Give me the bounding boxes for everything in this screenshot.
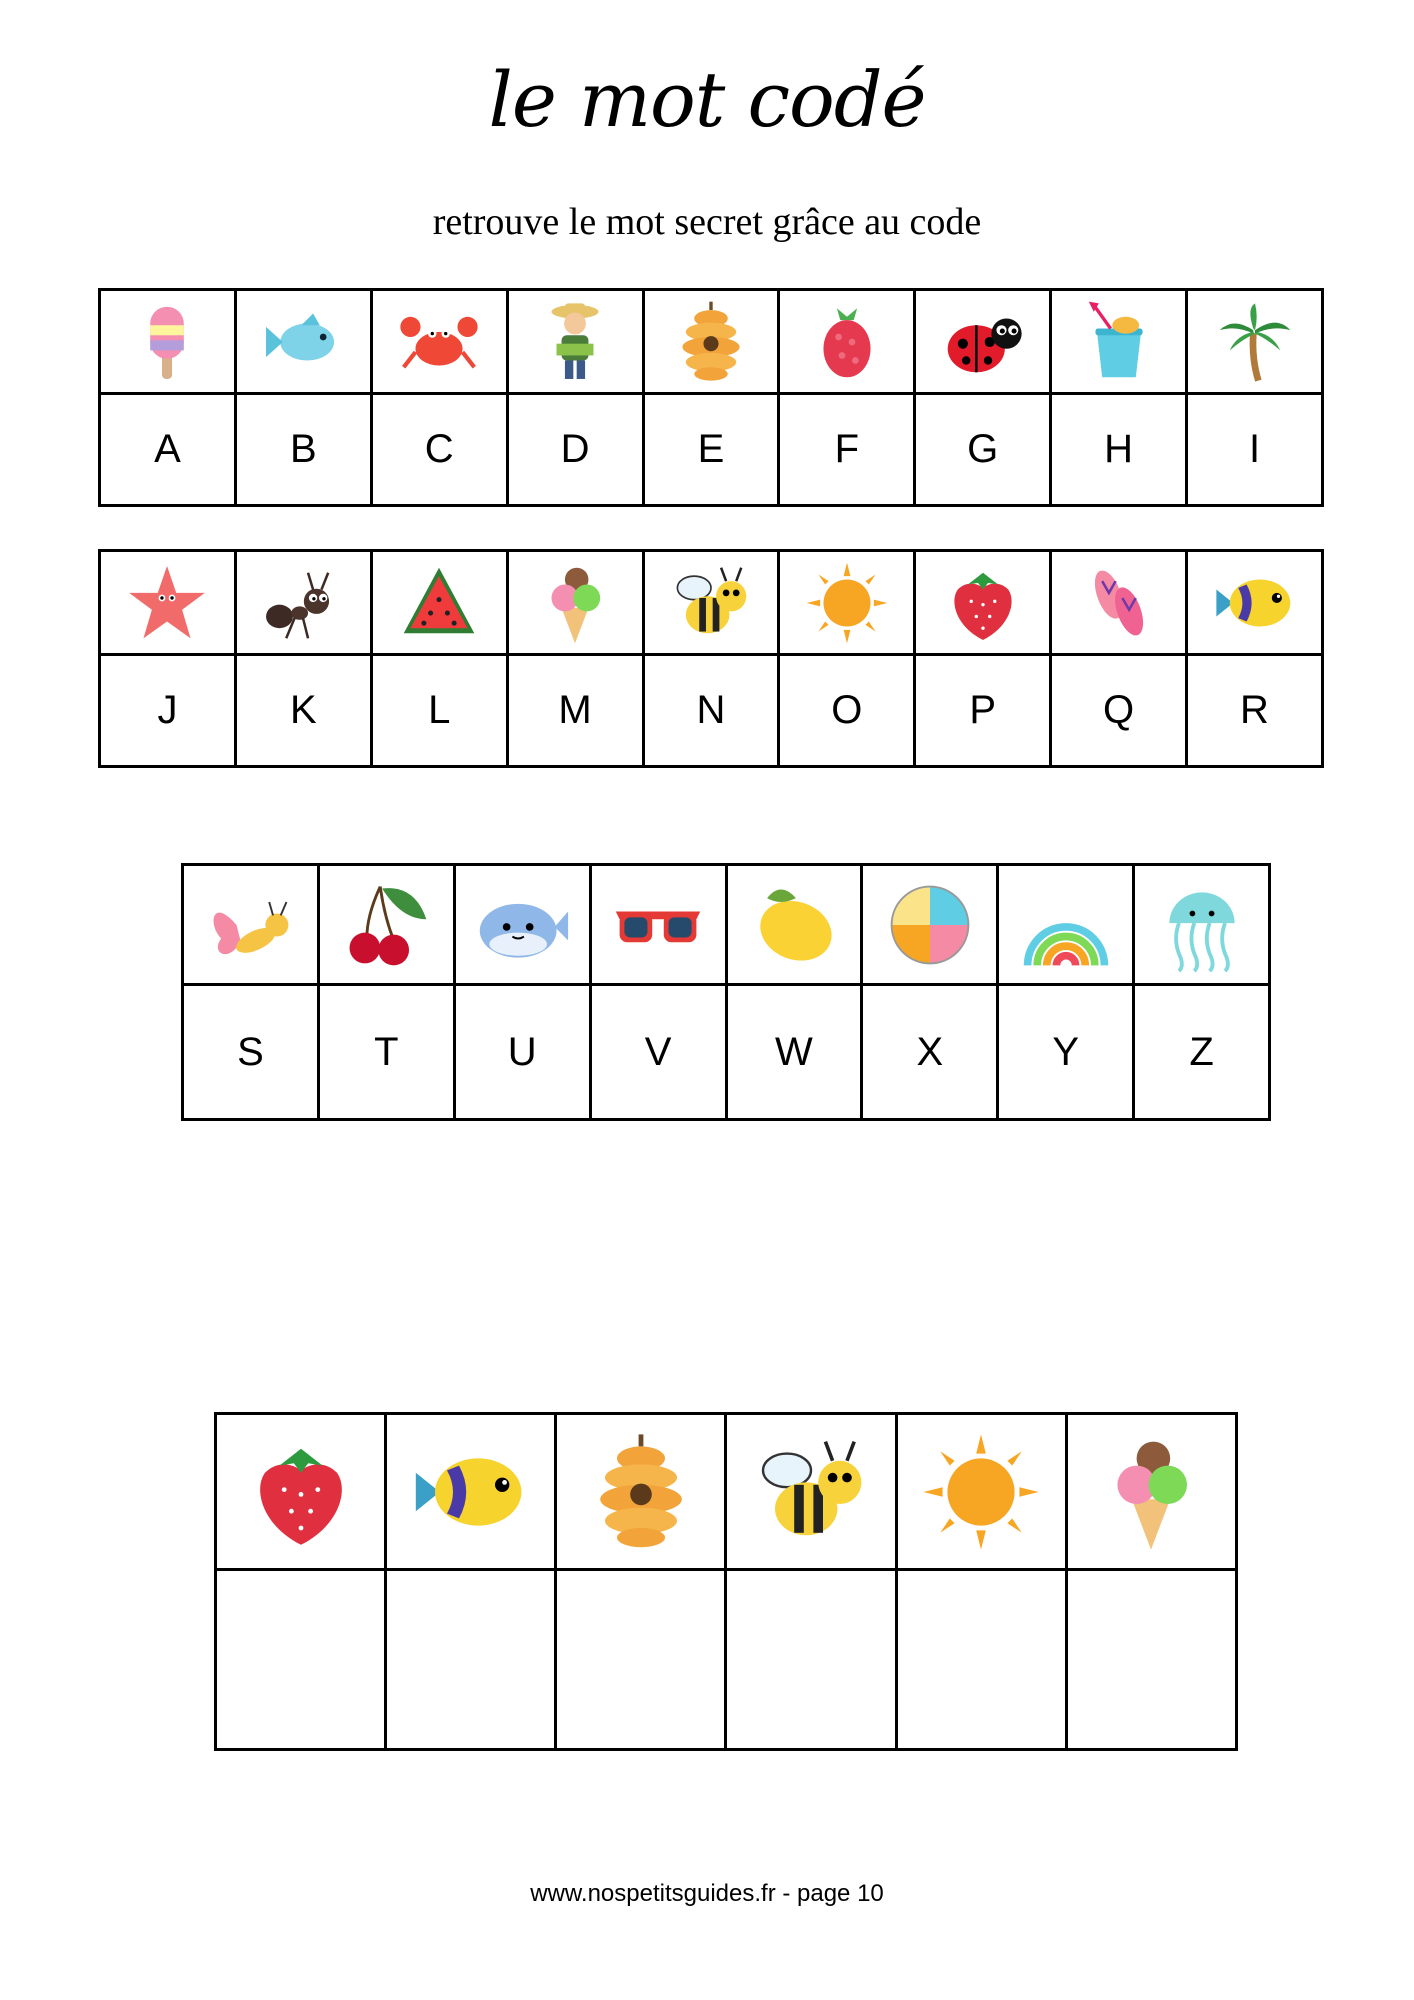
code-letter-cell: H [1051,394,1187,506]
code-icon-cell [1187,551,1323,655]
secret-answer-cell[interactable] [896,1570,1066,1750]
code-letter-cell: V [590,985,726,1120]
beehive-icon [581,1432,701,1552]
page-title: le mot codé [488,55,926,144]
code-icon-cell [1134,865,1270,985]
code-icon-cell [1187,290,1323,394]
code-letter-cell: P [915,655,1051,767]
code-icon-cell [590,865,726,985]
code-letter-cell: I [1187,394,1323,506]
secret-icon-cell [1066,1414,1236,1570]
code-icon-cell [371,290,507,394]
secret-icon-cell [726,1414,896,1570]
code-icon-cell [998,865,1134,985]
strawberry-icon [941,561,1025,645]
code-letter-cell: O [779,655,915,767]
code-icon-cell [915,290,1051,394]
code-letter-cell: X [862,985,998,1120]
code-icon-cell [1051,290,1187,394]
whale-icon [474,877,570,973]
secret-icon-row [216,1414,1237,1570]
code-icon-cell [779,551,915,655]
code-icon-cell [371,551,507,655]
footer-url: www.nospetitsguides.fr - page 10 [530,1880,884,1907]
popsicle-icon [125,300,209,384]
farmer-boy-icon [533,300,617,384]
strawberry-icon [241,1432,361,1552]
palm-tree-icon [1213,300,1297,384]
lemon-icon [746,877,842,973]
ladybug-icon [941,300,1025,384]
code-table-j-r [98,549,1324,768]
icon-row [100,551,1323,655]
code-letter-cell: J [100,655,236,767]
snail-butterfly-icon [202,877,298,973]
secret-answer-cell[interactable] [556,1570,726,1750]
beehive-icon [669,300,753,384]
sun-icon [921,1432,1041,1552]
code-letter-cell: R [1187,655,1323,767]
ant-icon [261,561,345,645]
code-icon-cell [726,865,862,985]
ice-cream-cone-icon [1091,1432,1211,1552]
secret-icon-cell [386,1414,556,1570]
secret-answer-cell[interactable] [216,1570,386,1750]
watermelon-icon [397,561,481,645]
code-letter-cell: W [726,985,862,1120]
code-letter-cell: K [235,655,371,767]
code-letter-cell: S [183,985,319,1120]
secret-icon-cell [896,1414,1066,1570]
tropical-fish-icon [411,1432,531,1552]
code-icon-cell [862,865,998,985]
code-letter-cell: F [779,394,915,506]
bee-icon [751,1432,871,1552]
secret-answer-row [216,1570,1237,1750]
letter-row [183,985,1270,1120]
code-letter-cell: L [371,655,507,767]
secret-icon-cell [216,1414,386,1570]
flip-flops-icon [1077,561,1161,645]
code-icon-cell [454,865,590,985]
page-subtitle: retrouve le mot secret grâce au code [432,201,982,243]
letter-row [100,655,1323,767]
code-letter-cell: M [507,655,643,767]
code-icon-cell [507,551,643,655]
icon-row [183,865,1270,985]
code-letter-cell: C [371,394,507,506]
code-icon-cell [318,865,454,985]
code-letter-cell: G [915,394,1051,506]
sand-bucket-icon [1077,300,1161,384]
starfish-icon [125,561,209,645]
code-table-a-i [98,288,1324,507]
bee-icon [669,561,753,645]
code-letter-cell: D [507,394,643,506]
code-letter-cell: Y [998,985,1134,1120]
cherries-icon [338,877,434,973]
code-letter-cell: B [235,394,371,506]
code-letter-cell: U [454,985,590,1120]
beach-ball-icon [882,877,978,973]
ice-cream-cone-icon [533,561,617,645]
secret-answer-cell[interactable] [726,1570,896,1750]
secret-word-table [214,1412,1238,1751]
icon-row [100,290,1323,394]
code-table-s-z [181,863,1271,1121]
code-icon-cell [643,290,779,394]
secret-icon-cell [556,1414,726,1570]
secret-answer-cell[interactable] [1066,1570,1236,1750]
code-icon-cell [643,551,779,655]
raspberry-icon [805,300,889,384]
code-icon-cell [779,290,915,394]
sunglasses-icon [610,877,706,973]
code-icon-cell [100,290,236,394]
code-icon-cell [183,865,319,985]
code-letter-cell: T [318,985,454,1120]
tropical-fish-icon [1213,561,1297,645]
code-letter-cell: Z [1134,985,1270,1120]
code-icon-cell [235,290,371,394]
fish-icon [261,300,345,384]
code-icon-cell [507,290,643,394]
code-letter-cell: N [643,655,779,767]
code-icon-cell [100,551,236,655]
code-letter-cell: A [100,394,236,506]
secret-answer-cell[interactable] [386,1570,556,1750]
sun-icon [805,561,889,645]
code-icon-cell [1051,551,1187,655]
letter-row [100,394,1323,506]
crab-icon [397,300,481,384]
code-icon-cell [235,551,371,655]
code-icon-cell [915,551,1051,655]
code-letter-cell: Q [1051,655,1187,767]
rainbow-icon [1018,877,1114,973]
code-letter-cell: E [643,394,779,506]
jellyfish-icon [1154,877,1250,973]
